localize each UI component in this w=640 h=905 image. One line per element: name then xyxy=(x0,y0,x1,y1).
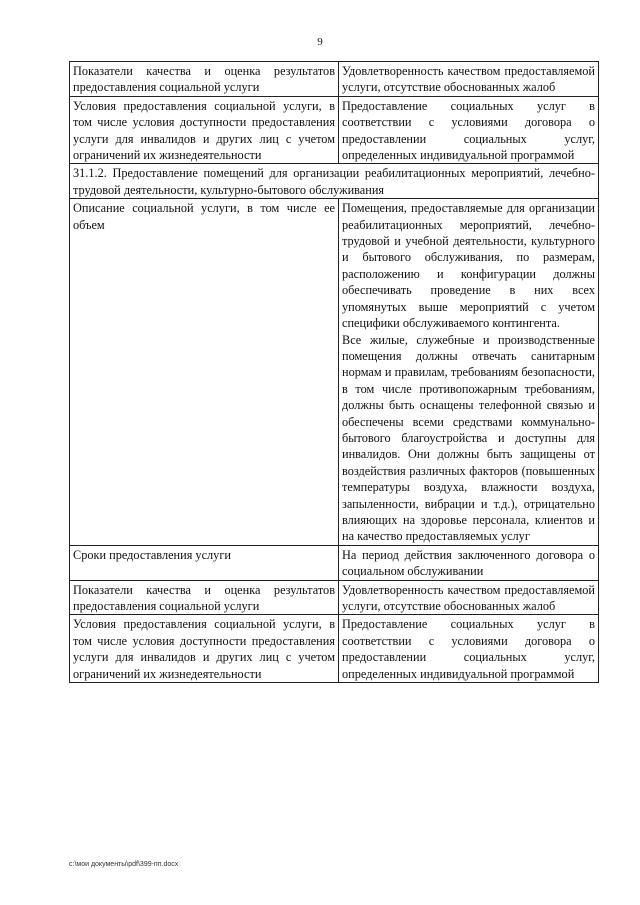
table-cell-label: Условия предоставления социальной услуги, в том числе условия доступности предоставления услуги для инвалидов и других лиц с учетом ограничений их жизнедеятельности xyxy=(70,615,339,683)
page-number: 9 xyxy=(317,36,323,48)
section-heading-row xyxy=(70,164,599,199)
table-cell-value: Предоставление социальных услуг в соответствии с условиями договора о предоставлении социальных услуг, определенных индивидуальной программой xyxy=(339,96,599,164)
table-cell-label: Показатели качества и оценка результатов предоставления социальной услуги xyxy=(70,62,339,97)
section-heading: 31.1.2. Предоставление помещений для организации реабилитационных мероприятий, лечебно-трудовой деятельности, культурно-бытового обслуживания xyxy=(70,164,599,199)
table-cell-label: Описание социальной услуги, в том числе ее объем xyxy=(70,199,339,546)
table-cell-value: Удовлетворенность качеством предоставляемой услуги, отсутствие обоснованных жалоб xyxy=(339,62,599,97)
table-row xyxy=(70,62,599,97)
table-row xyxy=(70,545,599,580)
table-row xyxy=(70,615,599,683)
table-cell-label: Сроки предоставления услуги xyxy=(70,545,339,580)
footer-file-path: c:\мои документы\pdf\399-пп.docx xyxy=(69,861,179,868)
description-paragraph: Все жилые, служебные и производственные помещения должны отвечать санитарным нормам и правилам, требованиям безопасности, в том числе противопожарным требованиям, должны быть оснащены телефонной связью и обеспечены всеми средствами коммунально-бытового благоустройства и доступны для инвалидов. Они должны быть защищены от воздействия различных факторов (повышенных температуры воздуха, влажности воздуха, запыленности, вибрации и т.д.), отрицательно влияющих на здоровье персонала, клиентов и на качество предоставляемых услуг xyxy=(342,332,595,544)
table-cell-value: Удовлетворенность качеством предоставляемой услуги, отсутствие обоснованных жалоб xyxy=(339,580,599,615)
description-paragraph: Помещения, предоставляемые для организации реабилитационных мероприятий, лечебно-трудовой и учебной деятельности, культурного и бытового обслуживания, по размерам, расположению и конфигурации должны обеспечивать проведение в них всех упомянутых выше мероприятий с учетом специфики обслуживаемого контингента. xyxy=(342,201,595,331)
table-row xyxy=(70,96,599,164)
table-cell-value: На период действия заключенного договора о социальном обслуживании xyxy=(339,545,599,580)
table-cell-label: Условия предоставления социальной услуги, в том числе условия доступности предоставления услуги для инвалидов и других лиц с учетом ограничений их жизнедеятельности xyxy=(70,96,339,164)
table-row xyxy=(70,580,599,615)
table-cell-value: Предоставление социальных услуг в соответствии с условиями договора о предоставлении социальных услуг, определенных индивидуальной программой xyxy=(339,615,599,683)
table-row xyxy=(70,199,599,546)
table-cell-label: Показатели качества и оценка результатов предоставления социальной услуги xyxy=(70,580,339,615)
services-table xyxy=(69,61,599,683)
table-cell-value xyxy=(339,199,599,546)
